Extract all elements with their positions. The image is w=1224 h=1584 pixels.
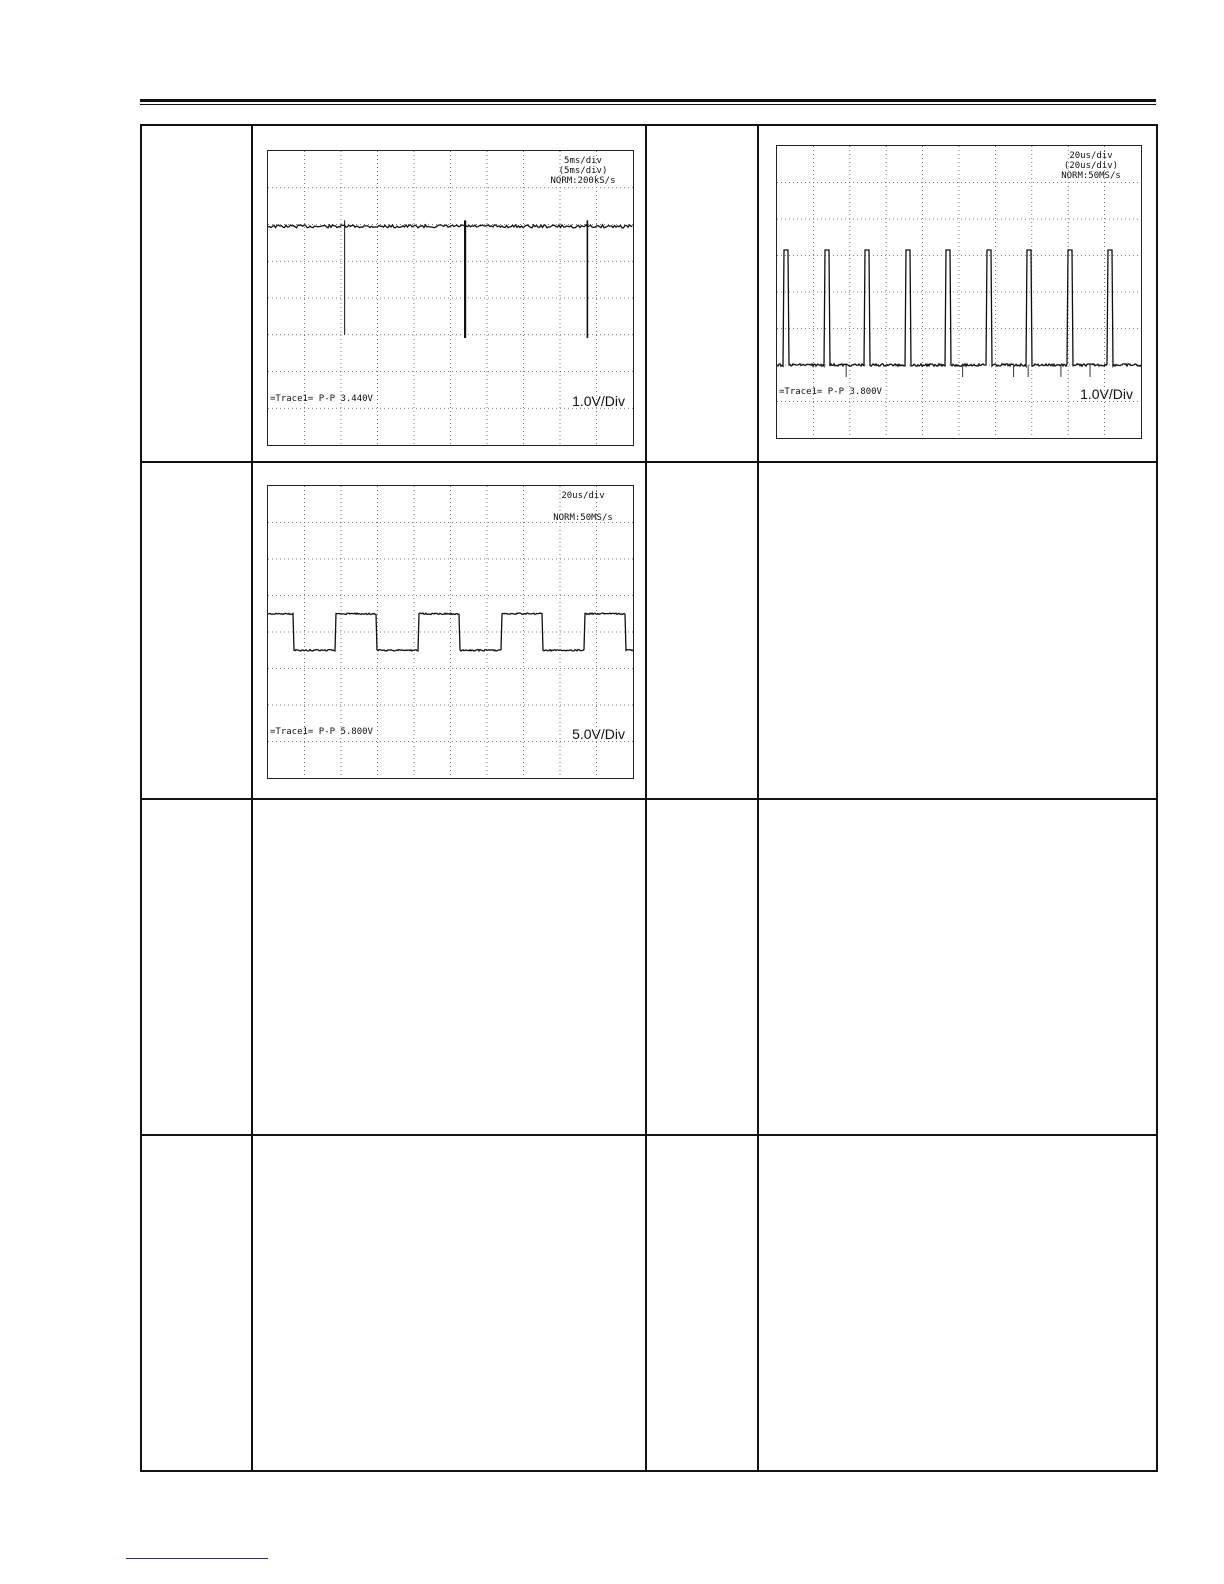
label-cell bbox=[646, 1135, 758, 1471]
scope-display bbox=[268, 486, 633, 778]
empty-cell bbox=[252, 1135, 646, 1471]
sampling-label: NORM:50MS/s bbox=[1061, 171, 1121, 181]
label-cell bbox=[141, 462, 252, 799]
volts-per-div-label: 1.0V/Div bbox=[572, 393, 625, 409]
oscilloscope-screen bbox=[776, 145, 1142, 439]
waveform-trace bbox=[777, 250, 1141, 366]
header-rule-thin bbox=[140, 104, 1156, 105]
waveform-cell bbox=[758, 125, 1157, 462]
waveform-cell bbox=[252, 125, 646, 462]
timebase-sub-label: (20us/div) bbox=[1063, 161, 1119, 171]
label-cell bbox=[141, 799, 252, 1135]
measurement-label: =Trace1= P-P 3.800V bbox=[779, 387, 882, 397]
empty-cell bbox=[758, 1135, 1157, 1471]
waveform-table bbox=[140, 124, 1158, 1472]
oscilloscope-screen bbox=[267, 485, 634, 779]
measurement-label: =Trace1= P-P 5.800V bbox=[270, 727, 373, 737]
label-cell bbox=[646, 462, 758, 799]
scope-display bbox=[268, 151, 633, 445]
label-cell bbox=[141, 1135, 252, 1471]
table-row bbox=[141, 125, 1157, 462]
label-cell bbox=[141, 125, 252, 462]
table-row bbox=[141, 462, 1157, 799]
sampling-label: NORM:200kS/s bbox=[550, 176, 616, 186]
label-cell bbox=[646, 125, 758, 462]
scope-display bbox=[777, 146, 1141, 438]
header-rule-thick bbox=[140, 99, 1156, 102]
waveform-cell bbox=[252, 462, 646, 799]
volts-per-div-label: 1.0V/Div bbox=[1080, 386, 1133, 402]
empty-cell bbox=[252, 799, 646, 1135]
timebase-label: 5ms/div bbox=[564, 156, 602, 166]
timebase-sub-label: (5ms/div) bbox=[558, 166, 608, 176]
table-row bbox=[141, 1135, 1157, 1471]
sampling-label: NORM:50MS/s bbox=[553, 513, 613, 523]
volts-per-div-label: 5.0V/Div bbox=[572, 726, 625, 742]
timebase-label: 20us/div bbox=[561, 491, 605, 501]
timebase-label: 20us/div bbox=[1069, 151, 1113, 161]
label-cell bbox=[646, 799, 758, 1135]
empty-cell bbox=[758, 462, 1157, 799]
oscilloscope-screen bbox=[267, 150, 634, 446]
footer-link-line bbox=[126, 1558, 268, 1559]
table-row bbox=[141, 799, 1157, 1135]
empty-cell bbox=[758, 799, 1157, 1135]
measurement-label: =Trace1= P-P 3.440V bbox=[270, 394, 373, 404]
